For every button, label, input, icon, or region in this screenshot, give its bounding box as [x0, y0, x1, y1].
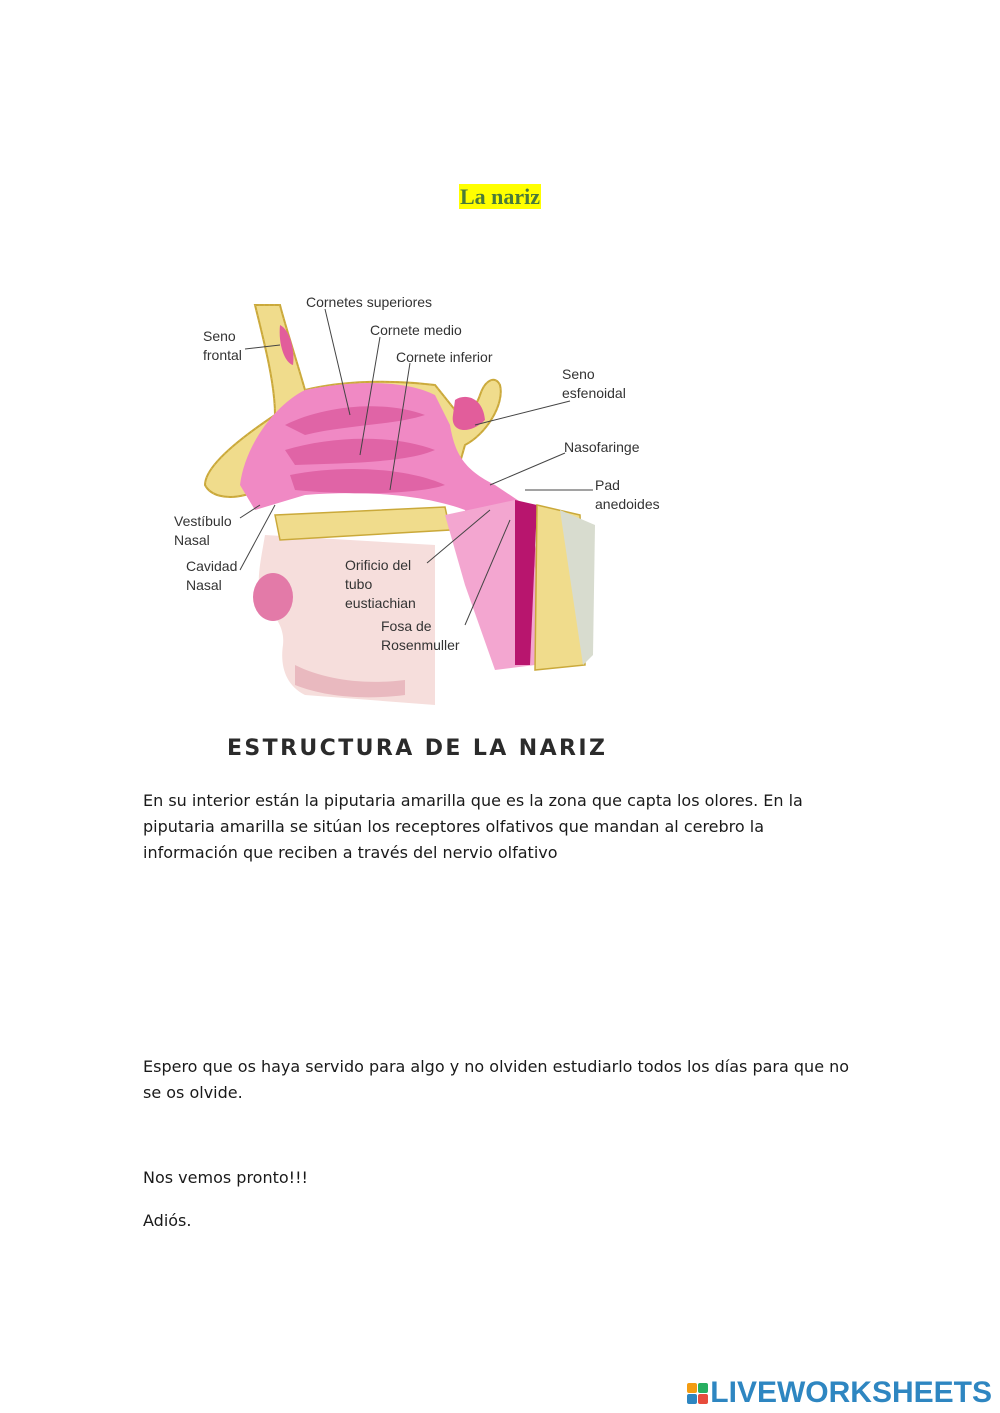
- nose-structure-figure: [165, 285, 685, 765]
- label-seno-esfenoidal-1: Seno: [562, 366, 595, 382]
- label-orificio-1: Orificio del: [345, 557, 412, 573]
- page-title: [0, 184, 1000, 210]
- paragraph-see-you: Nos vemos pronto!!!: [143, 1168, 308, 1187]
- liveworksheets-logo-icon: [687, 1383, 708, 1404]
- label-seno-esfenoidal-2: esfenoidal: [562, 385, 626, 401]
- label-pad-1: Pad: [595, 477, 620, 493]
- paragraph-farewell: Espero que os haya servido para algo y no olviden estudiarlo todos los días para que no se os olvide.: [143, 1057, 850, 1102]
- paragraph-goodbye: Adiós.: [143, 1211, 192, 1230]
- label-orificio-3: eustiachian: [345, 595, 416, 611]
- liveworksheets-logo-text: LIVEWORKSHEETS: [710, 1376, 992, 1409]
- label-vestibulo-2: Nasal: [174, 532, 210, 548]
- label-cavidad-2: Nasal: [186, 577, 222, 593]
- label-seno-frontal-2: frontal: [203, 347, 242, 363]
- palate-bone-shape: [275, 507, 450, 540]
- label-orificio-2: tubo: [345, 576, 373, 592]
- label-fosa-1: Fosa de: [381, 618, 432, 634]
- label-cornete-medio: Cornete medio: [370, 322, 462, 338]
- figure-caption: ESTRUCTURA DE LA NARIZ: [227, 736, 608, 761]
- label-cavidad-1: Cavidad: [186, 558, 238, 574]
- label-cornetes-superiores: Cornetes superiores: [306, 294, 433, 310]
- label-pad-2: anedoides: [595, 496, 660, 512]
- nose-anatomy-diagram: [165, 285, 685, 765]
- label-nasofaringe: Nasofaringe: [564, 439, 640, 455]
- label-seno-frontal-1: Seno: [203, 328, 236, 344]
- nostril-shape: [253, 573, 293, 621]
- label-cornete-inferior: Cornete inferior: [396, 349, 493, 365]
- page-title-text: La nariz: [459, 184, 541, 209]
- liveworksheets-logo[interactable]: [687, 1378, 992, 1408]
- label-vestibulo-1: Vestíbulo: [174, 513, 232, 529]
- label-fosa-2: Rosenmuller: [381, 637, 460, 653]
- paragraph-piputaria: En su interior están la piputaria amarilla que es la zona que capta los olores. En la piputaria amarilla se sitúan los receptores olfativos que mandan al cerebro la información que reciben a través del nervio olfativo: [143, 791, 803, 862]
